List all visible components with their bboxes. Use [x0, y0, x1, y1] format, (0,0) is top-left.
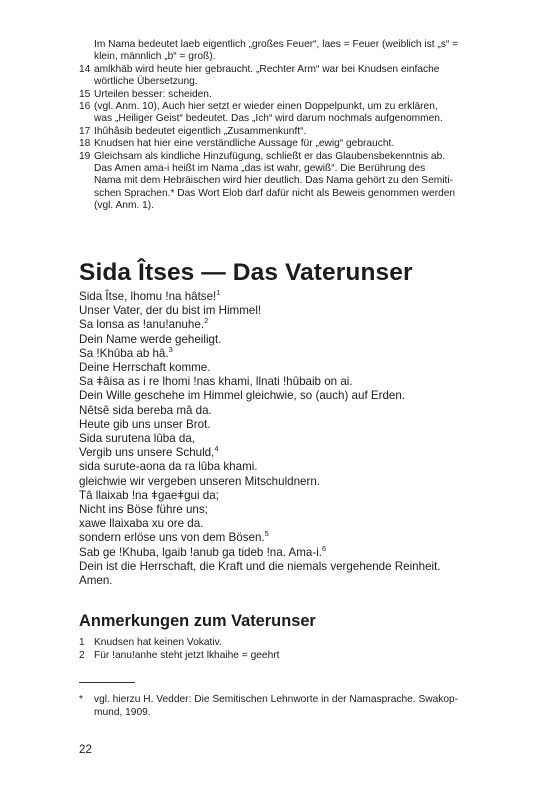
note-number: 19	[79, 150, 91, 162]
note-item	[79, 151, 499, 213]
prayer-line-text: xawe llaixaba xu ore da.	[79, 517, 204, 531]
prayer-line	[79, 503, 519, 517]
prayer-line	[79, 290, 519, 304]
prayer-line-text: Dein ist die Herrschaft, die Kraft und die niemals vergehende Reinheit.	[79, 559, 441, 573]
prayer-line	[79, 446, 519, 460]
prayer-line-text: gleichwie wir vergeben unseren Mitschuldnern.	[79, 474, 321, 488]
note-item	[79, 39, 499, 64]
prayer-line-text: Sa !Khûba ab hâ.	[79, 346, 169, 360]
note-number: 14	[79, 63, 91, 75]
prayer-line-text: Vergib uns unsere Schuld,	[79, 446, 215, 460]
prayer-text	[79, 290, 519, 588]
prayer-line-text: Sab ge !Khuba, lgaib !anub ga tideb !na. Ama-i.	[79, 545, 322, 559]
prayer-line-text: Dein Name werde geheiligt.	[79, 332, 222, 346]
note-number: 16	[79, 101, 91, 113]
note-number: 17	[79, 125, 91, 137]
footnote-text	[94, 694, 499, 719]
prayer-line-text: Heute gib uns unser Brot.	[79, 417, 211, 431]
note-line: Gleichsam als kindliche Hinzufügung, schließt er das Glaubensbekenntnis ab.	[94, 150, 446, 162]
note-item	[79, 89, 499, 101]
note-text	[94, 64, 499, 89]
prayer-line	[79, 418, 519, 432]
footnote-line: mund, 1909.	[94, 706, 151, 718]
footnote-divider	[79, 682, 135, 683]
note-item	[79, 126, 499, 138]
note-line: was „Heiliger Geist“ bedeutet. Das „Ich“ wird darum nochmals aufgenommen.	[94, 113, 443, 125]
prayer-line	[79, 375, 519, 389]
prayer-line	[79, 389, 519, 403]
notes-continued	[79, 39, 499, 213]
prayer-line	[79, 318, 519, 332]
prayer-line	[79, 475, 519, 489]
note-number	[79, 39, 94, 64]
footnote-ref: 1	[216, 288, 221, 298]
note-line: (vgl. Anm. 1).	[94, 200, 155, 212]
prayer-line-text: Amen.	[79, 574, 113, 588]
footnote-ref: 4	[214, 444, 219, 454]
note-line: klein, männlich „b“ = groß).	[94, 51, 216, 63]
note-item	[79, 101, 499, 126]
note-line: Das Amen ama-i heißt im Nama „das ist wahr, gewiß“. Die Berührung des	[94, 163, 426, 175]
notes-heading: Anmerkungen zum Vaterunser	[79, 612, 316, 630]
note-text	[94, 39, 499, 64]
prayer-line-text: Dein Wille geschehe im Himmel gleichwie, so (auch) auf Erden.	[79, 389, 406, 403]
note-text	[94, 126, 499, 138]
note-line: amlkhäb wird heute hier gebraucht. „Rechter Arm“ war bei Knudsen einfache	[94, 63, 440, 75]
note-text	[94, 151, 499, 213]
note-line: (vgl. Anm. 10), Auch hier setzt er wieder einen Doppelpunkt, um zu erklären,	[94, 101, 438, 113]
footnote-mark: *	[79, 694, 83, 705]
note-line: wörtliche Übersetzung.	[94, 76, 198, 88]
note-line: Im Nama bedeutet laeb eigentlich „großes Feuer“, laes = Feuer (weiblich ist „s“ =	[94, 39, 459, 50]
note-line: Urteilen besser: scheiden.	[94, 88, 212, 100]
note-text	[94, 138, 499, 150]
page-number: 22	[79, 743, 92, 756]
note-text	[94, 101, 499, 126]
note-item	[79, 138, 499, 150]
note-text: Für !anu!anhe steht jetzt lkhaihe = geehrt	[94, 649, 280, 661]
prayer-line	[79, 432, 519, 446]
prayer-line-text: Sida surutena lûba da,	[79, 432, 196, 446]
footnote-ref: 3	[168, 344, 173, 354]
prayer-line	[79, 543, 519, 560]
section-title: Sida Îtses — Das Vaterunser	[79, 259, 413, 286]
footnote-ref: 6	[322, 543, 327, 553]
note-text	[94, 89, 499, 101]
note-number: 15	[79, 88, 91, 100]
note-item	[79, 650, 499, 663]
note-line: Nama mit dem Hebräischen wird hier deutlich. Das Nama gehört zu den Semiti-	[94, 175, 453, 187]
prayer-line	[79, 460, 519, 474]
prayer-line-text: Sa lonsa as !anu!anuhe.	[79, 318, 205, 332]
prayer-line	[79, 517, 519, 531]
prayer-line-text: Sida Îtse, lhomu !na hâtse!	[79, 290, 217, 303]
prayer-line	[79, 333, 519, 347]
prayer-line	[79, 574, 519, 588]
prayer-line	[79, 344, 519, 361]
prayer-line-text: Nêtsê sida bereba mâ da.	[79, 403, 212, 417]
footnote-ref: 5	[264, 529, 269, 539]
footnote-ref: 2	[204, 316, 209, 326]
prayer-line-text: sida surute-aona da ra lûba khami.	[79, 460, 258, 474]
prayer-line-text: Sa ǂâisa as i re lhomi !nas khami, llnati !hûbaib on ai.	[79, 375, 353, 389]
note-number: 1	[79, 637, 85, 648]
notes-list	[79, 637, 499, 662]
note-line: Knudsen hat hier eine verständliche Aussage für „ewig“ gebraucht.	[94, 138, 395, 150]
footnote	[79, 694, 499, 719]
prayer-line	[79, 304, 519, 318]
prayer-line-text: Nicht ins Böse führe uns;	[79, 503, 208, 517]
prayer-line-text: Tâ llaixab !na ǂgaeǂgui da;	[79, 488, 219, 502]
prayer-line	[79, 404, 519, 418]
prayer-line	[79, 361, 519, 375]
note-text: Knudsen hat keinen Vokativ.	[94, 637, 222, 648]
note-line: schen Sprachen.* Das Wort Elob darf dafür nicht als Beweis genommen werden	[94, 187, 456, 199]
prayer-line-text: sondern erlöse uns von dem Bösen.	[79, 531, 265, 545]
note-number: 18	[79, 138, 91, 150]
prayer-line	[79, 489, 519, 503]
prayer-line	[79, 560, 519, 574]
prayer-line-text: Unser Vater, der du bist im Himmel!	[79, 304, 262, 318]
prayer-line-text: Deine Herrschaft komme.	[79, 361, 211, 375]
footnote-line: vgl. hierzu H. Vedder: Die Semitischen Lehnworte in der Namasprache. Swakop-	[94, 694, 459, 705]
note-item	[79, 637, 499, 650]
note-number: 2	[79, 649, 85, 661]
note-line: Ihûhâsib bedeutet eigentlich „Zusammenkunft“.	[94, 125, 307, 137]
prayer-line	[79, 531, 519, 545]
note-item	[79, 64, 499, 89]
